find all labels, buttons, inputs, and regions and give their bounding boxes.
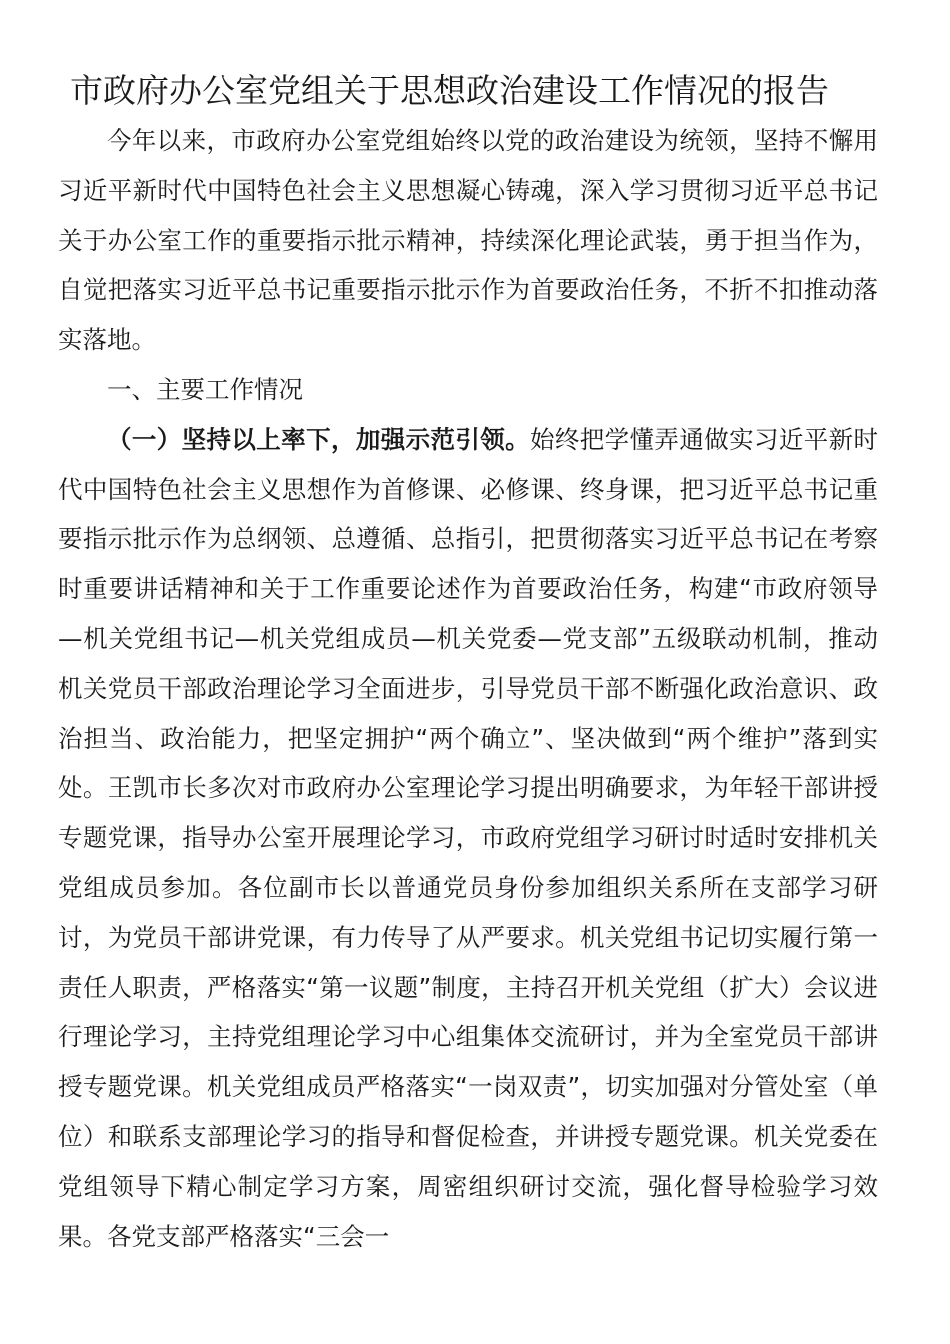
document-title: 市政府办公室党组关于思想政治建设工作情况的报告 [70,71,829,110]
item-lead: （一）坚持以上率下，加强示范引领。 [107,424,531,454]
intro-paragraph: 今年以来，市政府办公室党组始终以党的政治建设为统领，坚持不懈用习近平新时代中国特色社会主义思想凝心铸魂，深入学习贯彻习近平总书记关于办公室工作的重要指示批示精神，持续深化理论武装，勇于担当作为，自觉把落实习近平总书记重要指示批示作为首要政治任务，不折不扣推动落实落地。 [58,126,878,355]
item-paragraph [58,415,878,1262]
section-heading: 一、主要工作情况 [107,374,303,404]
item-body: 始终把学懂弄通做实习近平新时代中国特色社会主义思想作为首修课、必修课、终身课，把习近平总书记重要指示批示作为总纲领、总遵循、总指引，把贯彻落实习近平总书记在考察时重要讲话精神和关于工作重要论述作为首要政治任务，构建“市政府领导—机关党组书记—机关党组成员—机关党委—党支部”五级联动机制，推动机关党员干部政治理论学习全面进步，引导党员干部不断强化政治意识、政治担当、政治能力，把坚定拥护“两个确立”、坚决做到“两个维护”落到实处。王凯市长多次对市政府办公室理论学习提出明确要求，为年轻干部讲授专题党课，指导办公室开展理论学习，市政府党组学习研讨时适时安排机关党组成员参加。各位副市长以普通党员身份参加组织关系所在支部学习研讨，为党员干部讲党课，有力传导了从严要求。机关党组书记切实履行第一责任人职责，严格落实“第一议题”制度，主持召开机关党组（扩大）会议进行理论学习，主持党组理论学习中心组集体交流研讨，并为全室党员干部讲授专题党课。机关党组成员严格落实“一岗双责”，切实加强对分管处室（单位）和联系支部理论学习的指导和督促检查，并讲授专题党课。机关党委在党组领导下精心制定学习方案，周密组织研讨交流，强化督导检验学习效果。各党支部严格落实“三会一 [58,424,878,1251]
